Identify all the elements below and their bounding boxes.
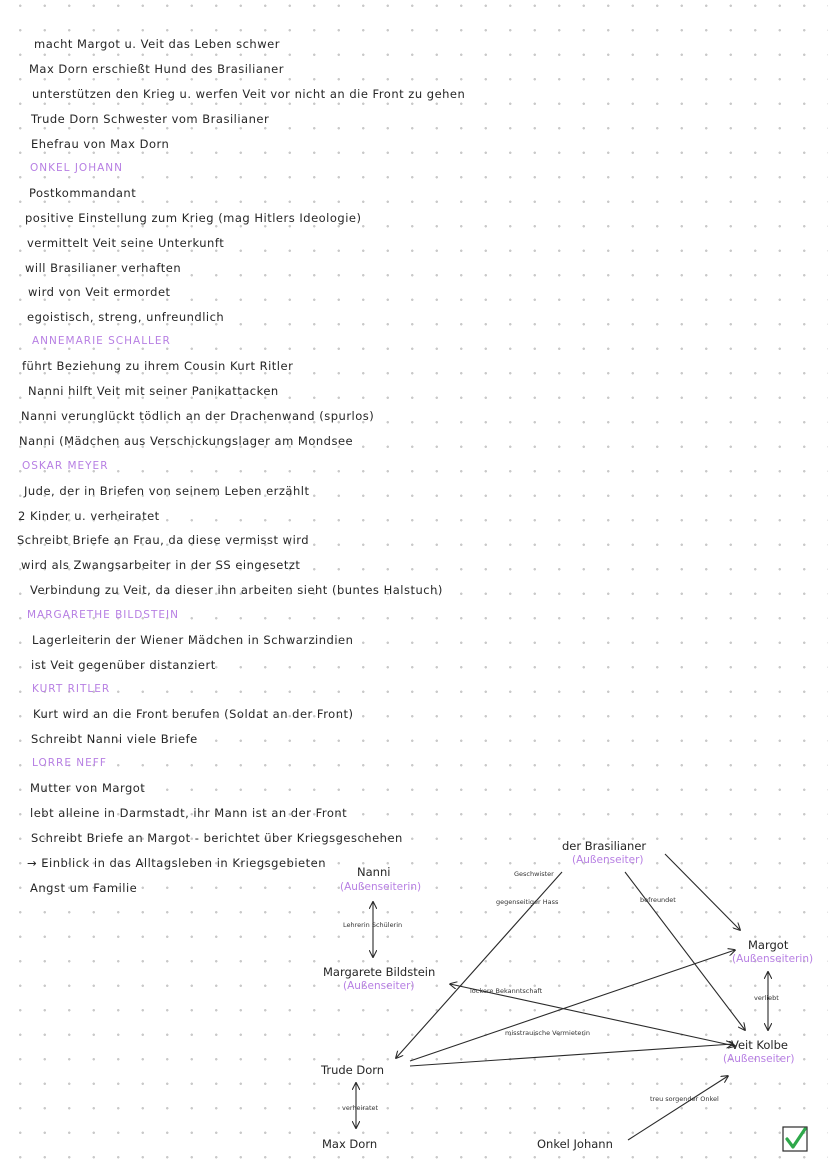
rel-geschwister: Geschwister — [514, 870, 554, 878]
note-line: Schreibt Briefe an Frau, da diese vermisst wird — [17, 533, 310, 547]
rel-verheiratet: verheiratet — [342, 1104, 379, 1112]
note-line: Postkommandant — [29, 186, 137, 200]
node-margarete-role: (Außenseiter) — [343, 980, 415, 992]
node-margot-name: Margot — [748, 938, 789, 952]
note-line: Kurt wird an die Front berufen (Soldat an der Front) — [33, 707, 354, 721]
node-johann-name: Onkel Johann — [537, 1137, 613, 1151]
section-heading: KURT RITLER — [32, 683, 111, 695]
node-nanni-name: Nanni — [357, 865, 391, 879]
note-line: 2 Kinder u. verheiratet — [18, 509, 160, 523]
node-margarete-name: Margarete Bildstein — [323, 965, 436, 979]
note-line: Lagerleiterin der Wiener Mädchen in Schwarzindien — [32, 633, 354, 647]
note-line: positive Einstellung zum Krieg (mag Hitlers Ideologie) — [25, 211, 362, 225]
edge-trude-veit — [410, 1044, 733, 1066]
node-max-name: Max Dorn — [322, 1137, 378, 1151]
note-line: wird von Veit ermordet — [28, 285, 171, 299]
note-line: Max Dorn erschießt Hund des Brasilianer — [29, 62, 284, 76]
note-line: Angst um Familie — [30, 881, 138, 895]
section-heading: LORRE NEFF — [32, 757, 107, 769]
node-nanni-role: (Außenseiterin) — [340, 881, 422, 893]
note-line: ist Veit gegenüber distanziert — [31, 658, 216, 672]
section-heading: MARGARETHE BILDSTEIN — [27, 609, 179, 621]
rel-gegenseitiger-hass: gegenseitiger Hass — [496, 898, 559, 906]
note-line: Nanni verunglückt tödlich an der Drachenwand (spurlos) — [21, 409, 375, 423]
note-line: will Brasilianer verhaften — [25, 261, 182, 275]
note-line: Jude, der in Briefen von seinem Leben erzählt — [24, 484, 310, 498]
note-line: macht Margot u. Veit das Leben schwer — [34, 37, 280, 51]
edge-trude-margot — [410, 950, 735, 1061]
section-heading: OSKAR MEYER — [22, 460, 109, 472]
note-line: führt Beziehung zu ihrem Cousin Kurt Ritler — [22, 359, 294, 373]
rel-befreundet: befreundet — [640, 896, 676, 904]
note-line: Trude Dorn Schwester vom Brasilianer — [31, 112, 270, 126]
node-brasilianer-name: der Brasilianer — [562, 839, 647, 853]
note-line: wird als Zwangsarbeiter in der SS eingesetzt — [21, 558, 301, 572]
rel-verliebt: verliebt — [754, 994, 779, 1002]
note-line: Schreibt Nanni viele Briefe — [31, 732, 198, 746]
node-margot-role: (Außenseiterin) — [732, 953, 814, 965]
section-heading: ANNEMARIE SCHALLER — [32, 335, 171, 347]
section-heading: ONKEL JOHANN — [30, 162, 123, 174]
edge-johann-veit — [628, 1076, 728, 1140]
note-line: vermittelt Veit seine Unterkunft — [27, 236, 225, 250]
node-veit-role: (Außenseiter) — [723, 1053, 795, 1065]
note-line: Nanni hilft Veit mit seiner Panikattacken — [28, 384, 279, 398]
node-veit-name: Veit Kolbe — [731, 1038, 788, 1052]
rel-lockere-bekanntschaft: lockere Bekanntschaft — [470, 987, 543, 995]
note-line: Ehefrau von Max Dorn — [31, 137, 170, 151]
check-icon — [782, 1126, 808, 1152]
note-line: Schreibt Briefe an Margot - berichtet über Kriegsgeschehen — [31, 831, 403, 845]
note-line: lebt alleine in Darmstadt, ihr Mann ist an der Front — [30, 806, 348, 820]
rel-treu-sorgender-onkel: treu sorgender Onkel — [650, 1095, 719, 1103]
node-trude-name: Trude Dorn — [321, 1063, 385, 1077]
note-line: unterstützen den Krieg u. werfen Veit vor nicht an die Front zu gehen — [32, 87, 466, 101]
note-line: Nanni (Mädchen aus Verschickungslager am Mondsee — [19, 434, 354, 448]
note-line: Mutter von Margot — [30, 781, 146, 795]
note-line: egoistisch, streng, unfreundlich — [27, 310, 225, 324]
edge-brasilianer-margot — [665, 854, 740, 930]
note-line: Verbindung zu Veit, da dieser ihn arbeiten sieht (buntes Halstuch) — [30, 583, 443, 597]
rel-lehrerin-schuelerin: Lehrerin Schülerin — [343, 921, 403, 929]
node-brasilianer-role: (Außenseiter) — [572, 854, 644, 866]
rel-misstrauische-vermieterin: misstrauische Vermieterin — [505, 1029, 590, 1037]
note-line: → Einblick in das Alltagsleben in Kriegsgebieten — [27, 856, 326, 870]
